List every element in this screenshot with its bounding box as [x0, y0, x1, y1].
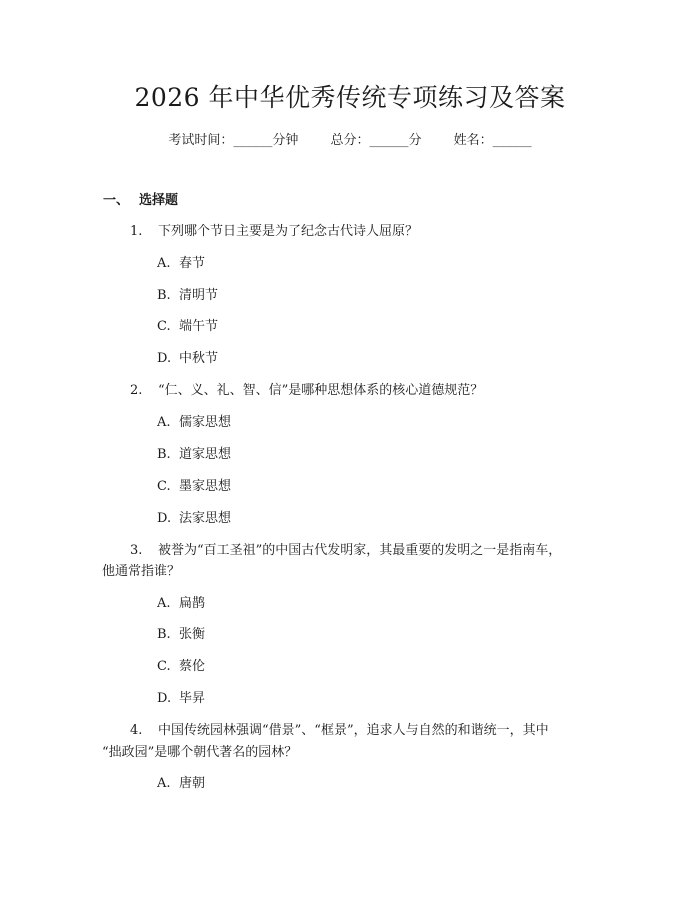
option-3d	[157, 689, 205, 709]
option-1d	[157, 349, 218, 369]
option-2c	[157, 477, 231, 497]
option-letter: D.	[157, 691, 172, 706]
option-text: 蔡伦	[179, 659, 206, 674]
option-letter: B.	[157, 627, 171, 642]
total-score-blank: ______	[369, 133, 409, 148]
option-letter: C.	[157, 479, 171, 494]
option-text: 唐朝	[179, 776, 206, 791]
question-text: “仁、义、礼、智、信”是哪种思想体系的核心道德规范？	[158, 383, 484, 398]
option-text: 端午节	[179, 319, 219, 334]
section-title: 选择题	[139, 193, 179, 208]
option-1a	[157, 254, 205, 274]
question-number: 4.	[130, 723, 143, 738]
section-number: 一、	[103, 193, 130, 208]
option-2a	[157, 413, 231, 433]
option-text: 清明节	[179, 288, 219, 303]
exam-time-unit: 分钟	[272, 133, 299, 148]
section-heading	[103, 191, 178, 211]
option-2d	[157, 509, 231, 529]
option-letter: B.	[157, 288, 171, 303]
option-letter: A.	[157, 776, 171, 791]
question-text: 中国传统园林强调“借景”、“框景”，追求人与自然的和谐统一，其中	[158, 723, 549, 738]
option-letter: B.	[157, 447, 171, 462]
option-1b	[157, 286, 218, 306]
option-letter: A.	[157, 415, 171, 430]
option-4a	[157, 774, 205, 794]
name-field	[454, 131, 532, 151]
question-4-continued: “拙政园”是哪个朝代著名的园林？	[102, 745, 298, 760]
option-2b	[157, 445, 231, 465]
page-title: 2026 年中华优秀传统专项练习及答案	[134, 83, 566, 112]
option-text: 张衡	[179, 627, 206, 642]
option-text: 春节	[179, 256, 206, 271]
exam-time-blank: ______	[233, 133, 273, 148]
option-letter: C.	[157, 659, 171, 674]
exam-time-label: 考试时间：	[168, 133, 234, 148]
option-text: 法家思想	[179, 511, 232, 526]
question-3-continued: 他通常指谁？	[102, 564, 181, 579]
exam-time-field	[168, 131, 298, 151]
option-text: 墨家思想	[179, 479, 232, 494]
option-text: 儒家思想	[179, 415, 232, 430]
option-text: 扁鹊	[179, 596, 206, 611]
question-1	[130, 222, 418, 242]
question-number: 3.	[130, 543, 143, 558]
option-text: 道家思想	[179, 447, 232, 462]
question-text: 下列哪个节日主要是为了纪念古代诗人屈原？	[158, 224, 419, 239]
question-number: 1.	[130, 224, 143, 239]
question-3	[130, 541, 561, 561]
name-blank: ______	[492, 133, 532, 148]
option-text: 中秋节	[179, 351, 219, 366]
question-4	[130, 721, 549, 741]
option-3b	[157, 625, 205, 645]
option-letter: A.	[157, 256, 171, 271]
question-number: 2.	[130, 383, 143, 398]
option-3c	[157, 657, 205, 677]
option-letter: C.	[157, 319, 171, 334]
total-score-unit: 分	[408, 133, 422, 148]
option-letter: D.	[157, 351, 172, 366]
option-letter: D.	[157, 511, 172, 526]
question-text: 被誉为“百工圣祖”的中国古代发明家，其最重要的发明之一是指南车，	[158, 543, 562, 558]
name-label: 姓名：	[453, 133, 493, 148]
option-text: 毕昇	[179, 691, 206, 706]
question-2	[130, 381, 483, 401]
option-1c	[157, 317, 218, 337]
total-score-label: 总分：	[330, 133, 370, 148]
option-3a	[157, 594, 205, 614]
total-score-field	[330, 131, 421, 151]
option-letter: A.	[157, 596, 171, 611]
exam-info-line	[0, 131, 700, 151]
